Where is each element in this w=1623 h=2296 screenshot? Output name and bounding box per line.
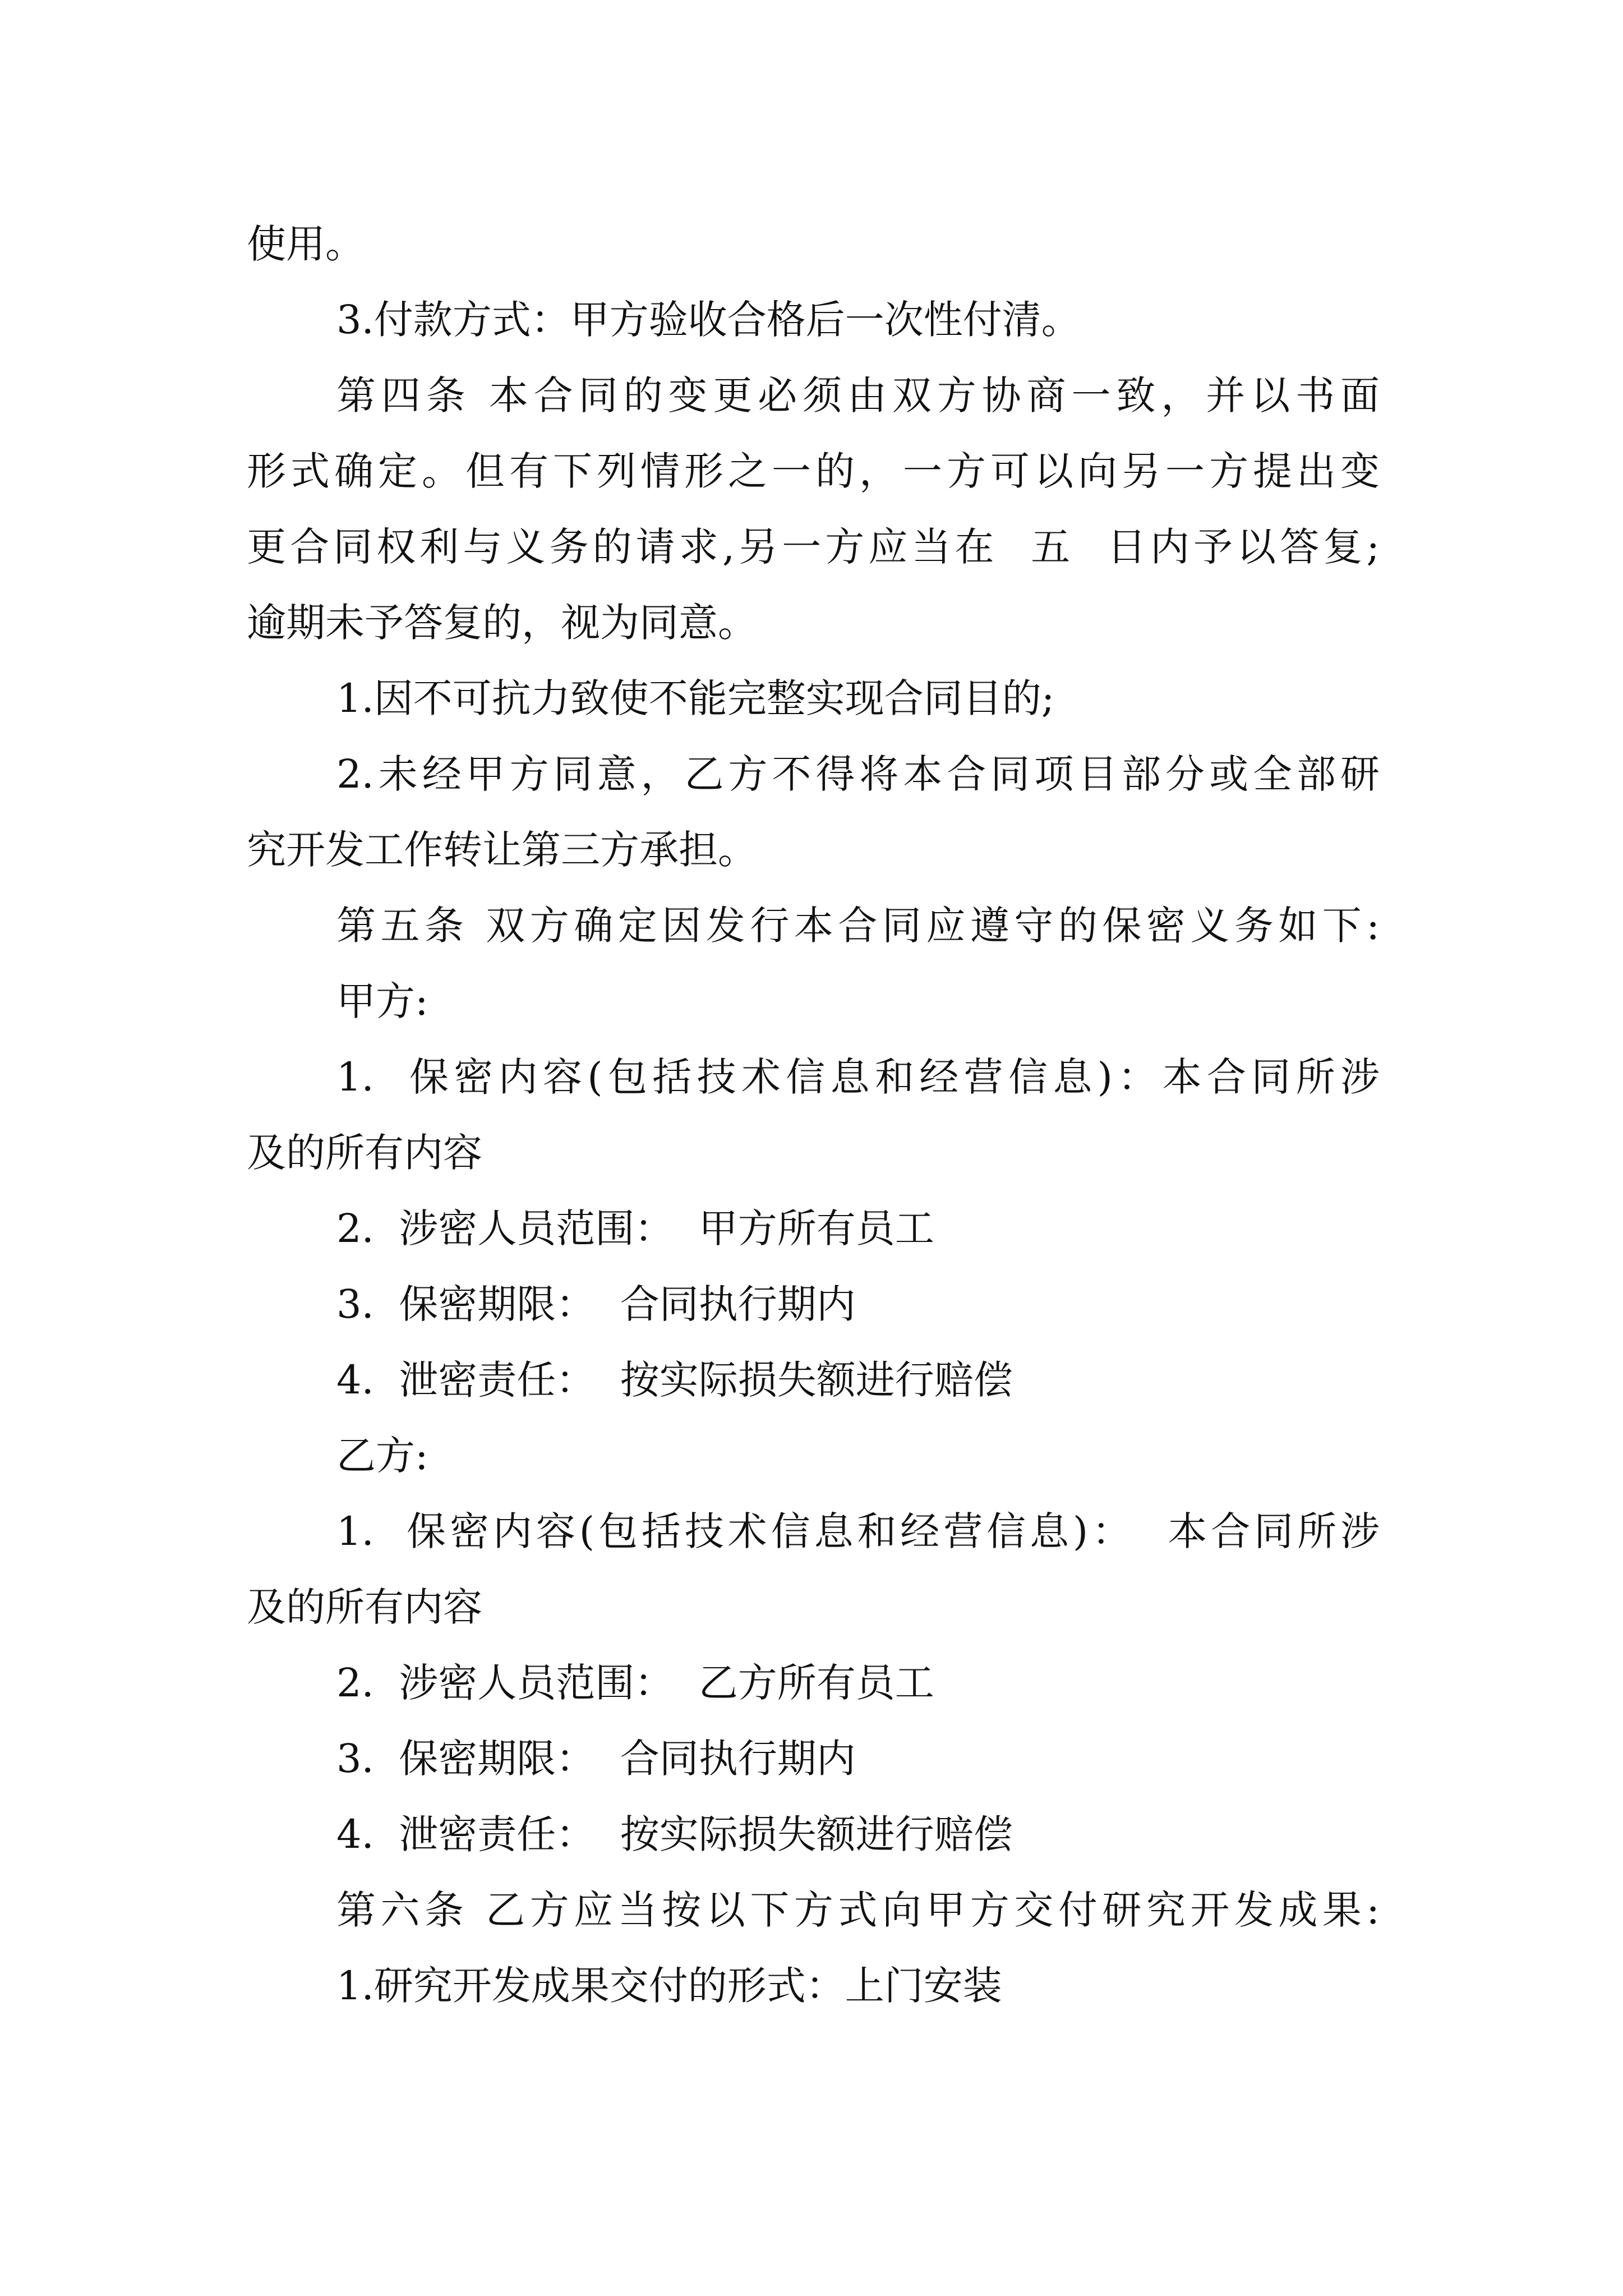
text-line: 1.因不可抗力致使不能完整实现合同目的; <box>336 675 1055 721</box>
text-line: 1. 保密内容(包括技术信息和经营信息)： 本合同所涉 <box>336 1508 1380 1554</box>
text-line: 3. 保密期限： 合同执行期内 <box>336 1736 856 1782</box>
text-line: 逾期未予答复的，视为同意。 <box>247 600 757 646</box>
text-line: 使用。 <box>247 221 365 267</box>
text-line: 及的所有内容 <box>247 1584 482 1630</box>
text-line: 2.未经甲方同意，乙方不得将本合同项目部分或全部研 <box>336 751 1380 797</box>
text-line: 第五条 双方确定因发行本合同应遵守的保密义务如下: <box>336 903 1380 949</box>
text-line: 1. 保密内容(包括技术信息和经营信息)：本合同所涉 <box>336 1054 1380 1100</box>
text-line: 第四条 本合同的变更必须由双方协商一致，并以书面 <box>336 372 1380 418</box>
text-line: 甲方: <box>336 978 428 1024</box>
text-line: 乙方: <box>336 1433 428 1479</box>
text-line: 2. 涉密人员范围： 乙方所有员工 <box>336 1660 934 1706</box>
text-line: 3.付款方式：甲方验收合格后一次性付清。 <box>336 297 1081 343</box>
text-line: 4. 泄密责任： 按实际损失额进行赔偿 <box>336 1357 1013 1403</box>
text-line: 第六条 乙方应当按以下方式向甲方交付研究开发成果: <box>336 1887 1380 1933</box>
text-line: 2. 涉密人员范围： 甲方所有员工 <box>336 1205 934 1251</box>
text-line: 及的所有内容 <box>247 1130 482 1176</box>
text-line: 1.研究开发成果交付的形式：上门安装 <box>336 1963 1002 2009</box>
text-line: 3. 保密期限： 合同执行期内 <box>336 1281 856 1327</box>
text-line: 更合同权利与义务的请求,另一方应当在 五 日内予以答复; <box>247 524 1380 570</box>
text-line: 4. 泄密责任： 按实际损失额进行赔偿 <box>336 1811 1013 1857</box>
text-line: 形式确定。但有下列情形之一的，一方可以向另一方提出变 <box>247 448 1380 494</box>
text-line: 究开发工作转让第三方承担。 <box>247 827 757 873</box>
